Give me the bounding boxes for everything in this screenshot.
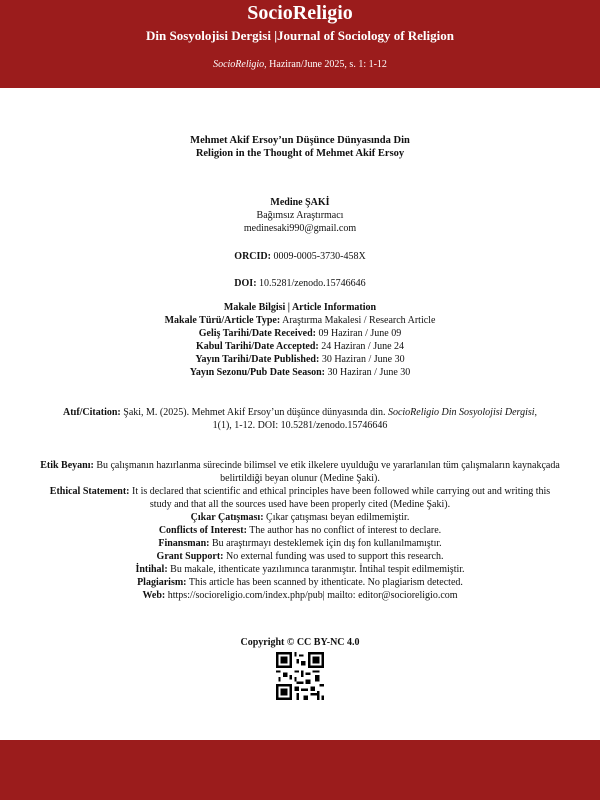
author-email[interactable]: medinesaki990@gmail.com <box>243 223 357 234</box>
statement-label: Grant Support: <box>156 551 224 562</box>
statement-label: Conflicts of Interest: <box>158 525 247 536</box>
statements <box>40 459 560 602</box>
citation-label: Atıf/Citation: <box>62 407 121 418</box>
doi-line <box>0 277 600 290</box>
title-en: Religion in the Thought of Mehmet Akif Ersoy <box>195 148 405 159</box>
statement-value: It is declared that scientific and ethical principles have been followed while carrying out and writing this study and that all the sources used have been properly cited (Medine Şaki). <box>129 486 551 510</box>
statement-value: Çıkar çatışması beyan edilmemiştir. <box>263 512 410 523</box>
citation <box>60 406 540 432</box>
author-affiliation: Bağımsız Araştırmacı <box>256 210 344 221</box>
doi-value[interactable]: 10.5281/zenodo.15746646 <box>256 278 366 289</box>
title-tr: Mehmet Akif Ersoy’un Düşünce Dünyasında Din <box>190 135 410 146</box>
info-label: Makale Türü/Article Type: <box>164 315 281 326</box>
statement-label: Finansman: <box>158 538 210 549</box>
statement-line <box>40 589 560 602</box>
qr-code-icon[interactable] <box>276 652 324 700</box>
citation-details: , 1(1), 1-12. DOI: 10.5281/zenodo.15746646 <box>212 407 538 431</box>
info-value: 24 Haziran / June 24 <box>318 341 405 352</box>
statement-value: This article has been scanned by ithenticate. No plagiarism detected. <box>186 577 463 588</box>
orcid-line <box>0 250 600 263</box>
statement-label: Ethical Statement: <box>49 486 130 497</box>
page-footer-band <box>0 740 600 800</box>
article-title <box>0 134 600 160</box>
statement-line <box>40 524 560 537</box>
article-info <box>0 301 600 379</box>
statement-label: Web: <box>142 590 166 601</box>
statement-line <box>40 550 560 563</box>
info-row <box>0 353 600 366</box>
orcid-value[interactable]: 0009-0005-3730-458X <box>270 251 366 262</box>
statement-line <box>40 459 560 485</box>
statement-line <box>40 576 560 589</box>
statement-value: Bu makale, ithenticate yazılımınca taranmıştır. İntihal tespit edilmemiştir. <box>167 564 465 575</box>
statement-label: Çıkar Çatışması: <box>190 512 264 523</box>
issue-details: Haziran/June 2025, s. 1: 1-12 <box>266 59 387 70</box>
web-links[interactable]: https://socioreligio.com/index.php/pub| mailto: editor@socioreligio.com <box>165 590 458 601</box>
statement-line <box>40 511 560 524</box>
statement-value: Bu çalışmanın hazırlanma sürecinde bilimsel ve etik ilkelere uyulduğu ve yararlanılan tüm çalışmaların kaynakçada belirtildiği beyan olunur (Medine Şaki). <box>93 460 560 484</box>
info-value: 30 Haziran / June 30 <box>319 354 405 365</box>
doi-label: DOI: <box>234 278 257 289</box>
info-value: 30 Haziran / June 30 <box>325 367 411 378</box>
journal-subtitle: Din Sosyolojisi Dergisi |Journal of Sociology of Religion <box>145 28 454 43</box>
info-row <box>0 327 600 340</box>
copyright <box>0 636 600 649</box>
info-row <box>0 340 600 353</box>
statement-value: Bu araştırmayı desteklemek için dış fon kullanılmamıştır. <box>209 538 442 549</box>
journal-name: SocioReligio <box>247 2 353 24</box>
statement-line <box>40 563 560 576</box>
author-block <box>0 196 600 235</box>
statement-line <box>40 485 560 511</box>
info-value: Araştırma Makalesi / Research Article <box>280 315 436 326</box>
citation-text: Şaki, M. (2025). Mehmet Akif Ersoy’un düşünce dünyasında din. <box>120 407 388 418</box>
info-label: Yayın Tarihi/Date Published: <box>195 354 320 365</box>
statement-value: No external funding was used to support this research. <box>223 551 444 562</box>
info-row <box>0 314 600 327</box>
info-label: Geliş Tarihi/Date Received: <box>198 328 316 339</box>
info-label: Yayın Sezonu/Pub Date Season: <box>189 367 326 378</box>
orcid-label: ORCID: <box>234 251 271 262</box>
issue-info <box>0 59 600 70</box>
info-row <box>0 366 600 379</box>
issue-journal: SocioReligio, <box>213 59 267 70</box>
info-label: Kabul Tarihi/Date Accepted: <box>195 341 319 352</box>
statement-label: Etik Beyanı: <box>40 460 94 471</box>
info-value: 09 Haziran / June 09 <box>315 328 402 339</box>
article-info-heading: Makale Bilgisi | Article Information <box>223 302 377 313</box>
statement-label: İntihal: <box>135 564 168 575</box>
journal-header <box>0 0 600 88</box>
statement-line <box>40 537 560 550</box>
statement-value: The author has no conflict of interest to declare. <box>246 525 442 536</box>
copyright-text: Copyright © CC BY-NC 4.0 <box>240 637 360 648</box>
statement-label: Plagiarism: <box>137 577 187 588</box>
author-name: Medine ŞAKİ <box>270 197 330 208</box>
citation-journal: SocioReligio Din Sosyolojisi Dergisi <box>387 407 535 418</box>
